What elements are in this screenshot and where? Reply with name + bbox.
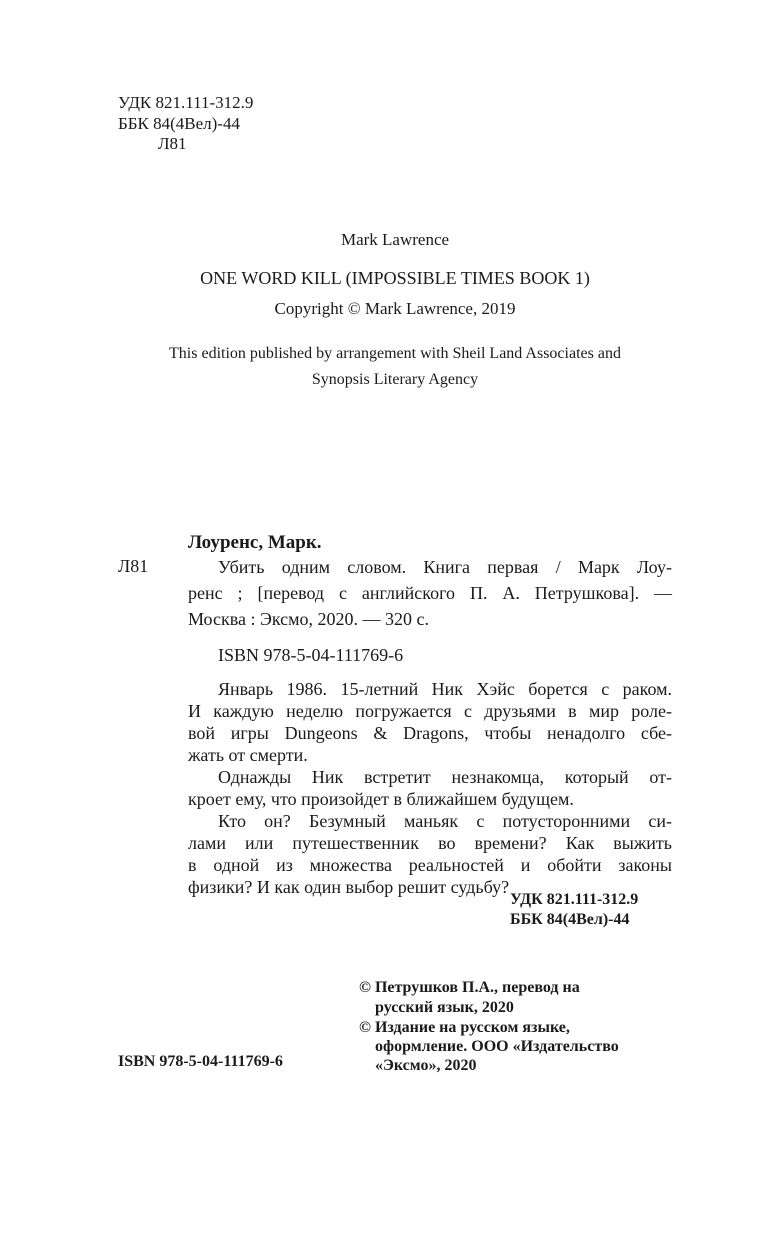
copyright-line-2: русский язык, 2020 xyxy=(375,999,514,1016)
copyright-line-4: оформление. ООО «Издательство xyxy=(375,1038,619,1055)
arrangement-line-1: This edition published by arrangement with Sheil Land Associates and xyxy=(169,345,621,362)
catalog-bbk: ББК 84(4Вел)-44 xyxy=(510,911,630,928)
description-line-1: Убить одним словом. Книга первая / Марк Лоу- xyxy=(218,557,672,577)
top-bbk-code: ББК 84(4Вел)-44 xyxy=(118,114,240,133)
annotation-line-2: И каждую неделю погружается с друзьями в мир роле- xyxy=(188,701,672,721)
catalog-isbn: ISBN 978-5-04-111769-6 xyxy=(218,645,404,665)
original-title: ONE WORD KILL (IMPOSSIBLE TIMES BOOK 1) xyxy=(200,268,590,288)
annotation-line-10: физики? И как один выбор решит судьбу? xyxy=(188,877,510,897)
top-udk-code: УДК 821.111-312.9 xyxy=(118,93,254,112)
annotation-line-3: вой игры Dungeons & Dragons, чтобы ненадолго сбе- xyxy=(188,723,672,743)
annotation-line-6: кроет ему, что произойдет в ближайшем будущем. xyxy=(188,789,574,809)
catalog-heading: Лоуренс, Марк. xyxy=(188,532,322,553)
bottom-isbn: ISBN 978-5-04-111769-6 xyxy=(118,1053,283,1070)
original-author: Mark Lawrence xyxy=(340,230,450,249)
annotation-line-9: в одной из множества реальностей и обойти законы xyxy=(188,855,672,875)
catalog-udk: УДК 821.111-312.9 xyxy=(510,891,639,908)
annotation-line-5: Однажды Ник встретит незнакомца, который от- xyxy=(218,767,672,787)
annotation-line-8: лами или путешественник во времени? Как выжить xyxy=(188,833,672,853)
copyright-line-5: «Эксмо», 2020 xyxy=(375,1057,477,1074)
original-copyright: Copyright © Mark Lawrence, 2019 xyxy=(274,299,516,318)
catalog-author-mark: Л81 xyxy=(118,556,149,576)
annotation-line-1: Январь 1986. 15-летний Ник Хэйс борется с раком. xyxy=(218,679,672,699)
annotation-line-4: жать от смерти. xyxy=(188,745,308,765)
copyright-line-1: © Петрушков П.А., перевод на xyxy=(359,979,580,996)
description-line-3: Москва : Эксмо, 2020. — 320 с. xyxy=(188,609,430,629)
annotation-line-7: Кто он? Безумный маньяк с потусторонними си- xyxy=(218,811,672,831)
arrangement-line-2: Synopsis Literary Agency xyxy=(311,371,479,388)
copyright-line-3: © Издание на русском языке, xyxy=(359,1019,570,1036)
description-line-2: ренс ; [перевод с английского П. А. Петрушкова]. — xyxy=(188,583,672,603)
top-author-mark: Л81 xyxy=(158,134,187,153)
